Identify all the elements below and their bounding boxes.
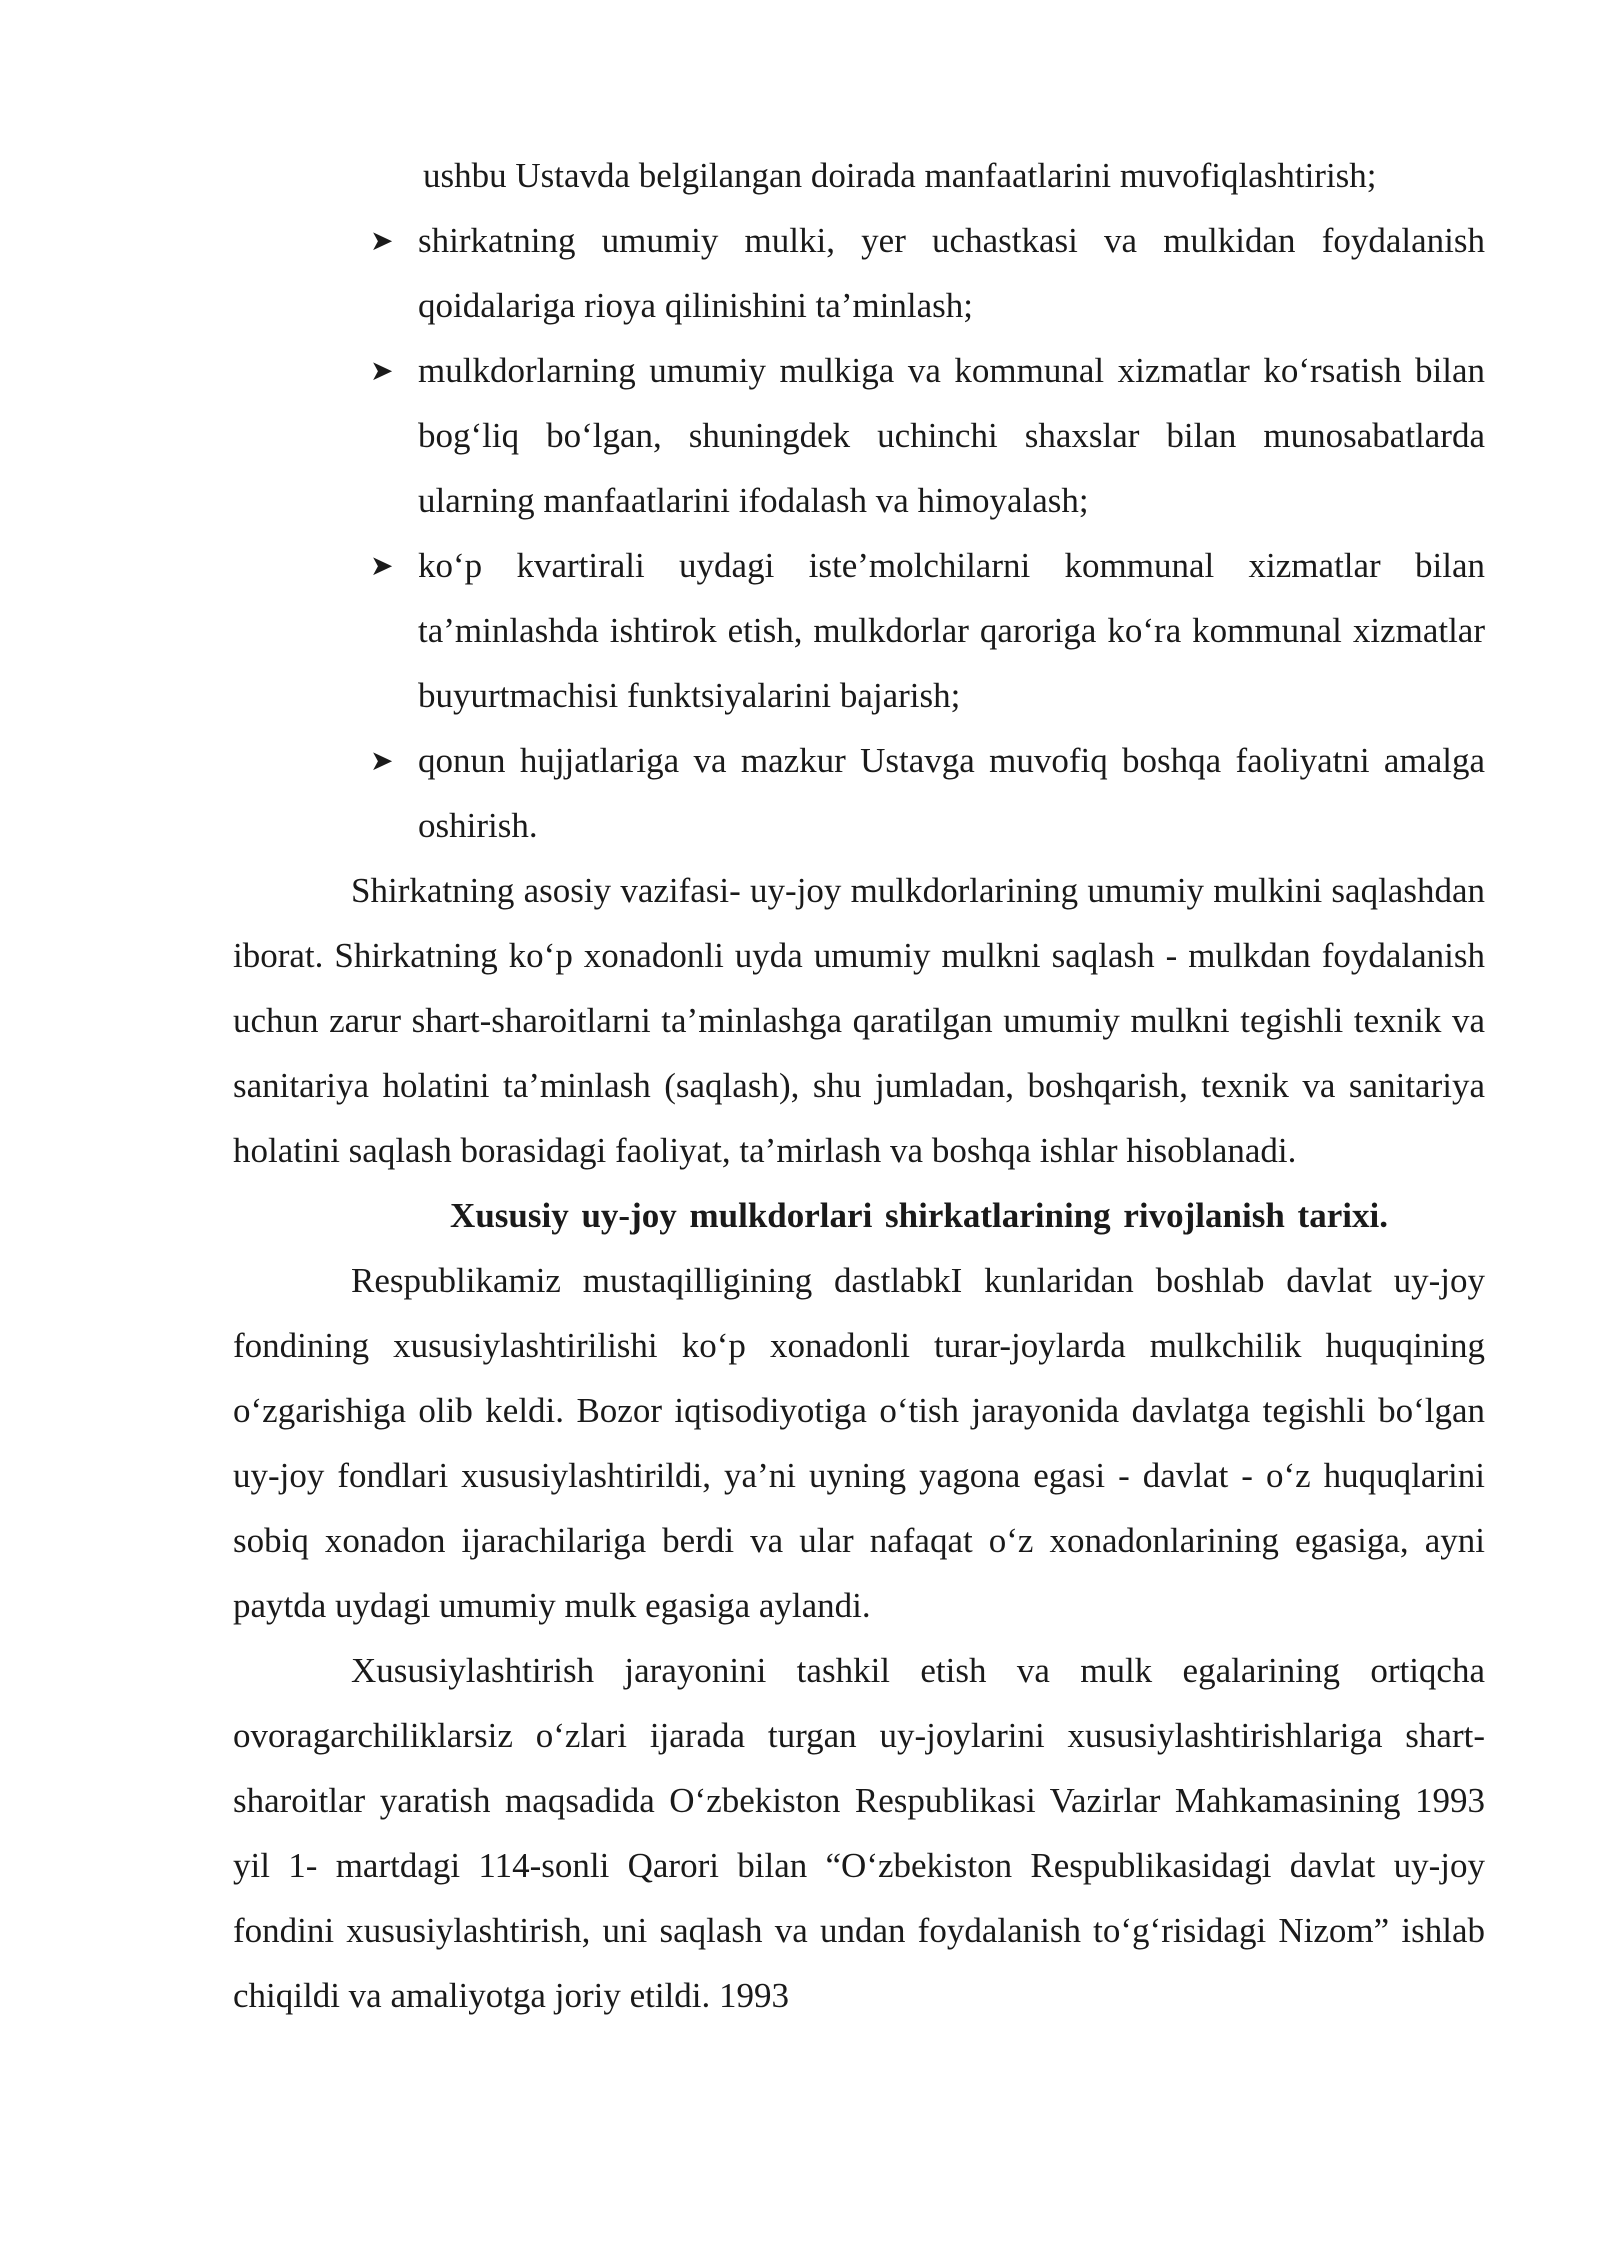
list-item — [233, 533, 1485, 728]
section-heading: Xususiy uy-joy mulkdorlari shirkatlarining rivojlanish tarixi. — [450, 1196, 1388, 1235]
paragraph-history: Respublikamiz mustaqilligining dastlabkI kunlaridan boshlab davlat uy-joy fondining xususiylashtirilishi ko‘p xonadonli turar-joylarda mulkchilik huquqining o‘zgarishiga olib keldi. Bozor iqtisodiyotiga o‘tish jarayonida davlatga tegishli bo‘lgan uy-joy fondlari xususiylashtirildi, ya’ni uyning yagona egasi - davlat - o‘z huquqlarini sobiq xonadon ijarachilariga berdi va ular nafaqat o‘z xonadonlarining egasiga, ayni paytda uydagi umumiy mulk egasiga aylandi. — [233, 1261, 1485, 1625]
list-item-text: shirkatning umumiy mulki, yer uchastkasi va mulkidan foydalanish qoidalariga rioya qilinishini ta’minlash; — [418, 221, 1485, 325]
paragraph-privatization: Xususiylashtirish jarayonini tashkil etish va mulk egalarining ortiqcha ovoragarchiliklarsiz o‘zlari ijarada turgan uy-joylarini xususiylashtirishlariga shart-sharoitlar yaratish maqsadida O‘zbekiston Respublikasi Vazirlar Mahkamasining 1993 yil 1- martdagi 114-sonli Qarori bilan “O‘zbekiston Respublikasidagi davlat uy-joy fondini xususiylashtirish, uni saqlash va undan foydalanish to‘g‘risidagi Nizom” ishlab chiqildi va amaliyotga joriy etildi. 1993 — [233, 1651, 1485, 2015]
paragraph-duties: Shirkatning asosiy vazifasi- uy-joy mulkdorlarining umumiy mulkini saqlashdan iborat. Shirkatning ko‘p xonadonli uyda umumiy mulkni saqlash - mulkdan foydalanish uchun zarur shart-sharoitlarni ta’minlashga qaratilgan umumiy mulkni tegishli texnik va sanitariya holatini ta’minlash (saqlash), shu jumladan, boshqarish, texnik va sanitariya holatini saqlash borasidagi faoliyat, ta’mirlash va boshqa ishlar hisoblanadi. — [233, 871, 1485, 1170]
list-item-text: qonun hujjatlariga va mazkur Ustavga muvofiq boshqa faoliyatni amalga oshirish. — [418, 741, 1485, 845]
list-item-text: mulkdorlarning umumiy mulkiga va kommunal xizmatlar ko‘rsatish bilan bog‘liq bo‘lgan, shuningdek uchinchi shaxslar bilan munosabatlarda ularning manfaatlarini ifodalash va himoyalash; — [418, 351, 1485, 520]
list-item — [233, 728, 1485, 858]
list-item — [233, 208, 1485, 338]
list-item — [233, 338, 1485, 533]
list-item-text: ko‘p kvartirali uydagi iste’molchilarni kommunal xizmatlar bilan ta’minlashda ishtirok etish, mulkdorlar qaroriga ko‘ra kommunal xizmatlar buyurtmachisi funktsiyalarini bajarish; — [418, 546, 1485, 715]
bullet-list — [233, 208, 1485, 858]
arrowhead-bullet-icon: ➤ — [370, 744, 394, 777]
arrowhead-bullet-icon: ➤ — [370, 224, 394, 257]
arrowhead-bullet-icon: ➤ — [370, 549, 394, 582]
continuation-line: ushbu Ustavda belgilangan doirada manfaatlarini muvofiqlashtirish; — [423, 156, 1377, 195]
main-body — [233, 858, 1485, 2028]
arrowhead-bullet-icon: ➤ — [370, 354, 394, 387]
